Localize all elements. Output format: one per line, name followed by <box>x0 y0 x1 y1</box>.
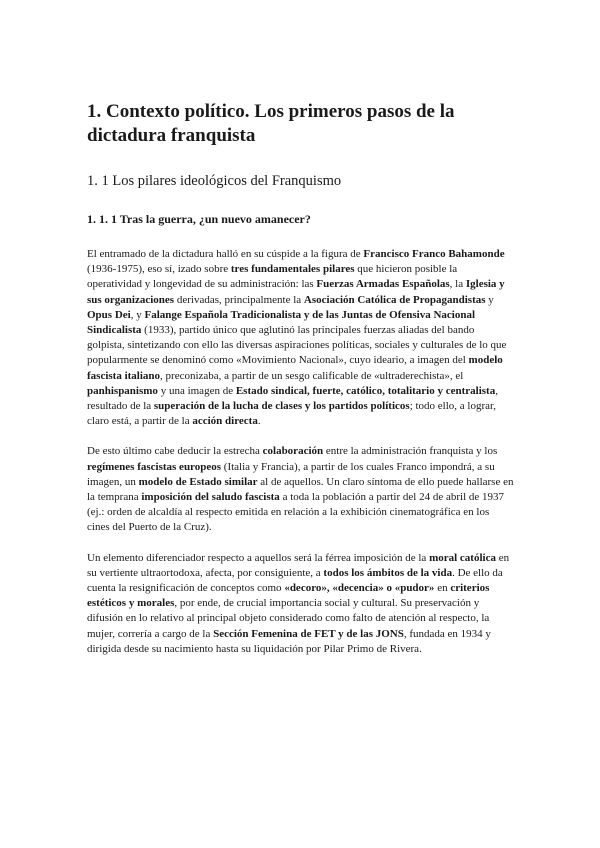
emphasis-text: Iglesia y sus organizaciones <box>87 278 505 306</box>
body-text: Un elemento diferenciador respecto a aquellos será la férrea imposición de la <box>87 551 430 564</box>
emphasis-text: Asociación Católica de Propagandistas <box>303 293 486 306</box>
body-paragraph-2 <box>87 444 514 535</box>
body-text: . <box>257 415 261 428</box>
body-text: (Italia y Francia), a partir de los cuales Franco impondrá, a su imagen, un <box>87 460 495 488</box>
body-text: , preconizaba, a partir de un sesgo calificable de «ultraderechista», el <box>160 369 464 382</box>
body-text: , y <box>130 308 145 321</box>
emphasis-text: panhispanismo <box>87 384 158 397</box>
body-text: (1936-1975), eso sí, izado sobre <box>87 263 231 276</box>
emphasis-text: moral católica <box>429 551 496 564</box>
body-text: De esto último cabe deducir la estrecha <box>87 445 263 458</box>
emphasis-text: todos los ámbitos de la vida <box>323 566 453 579</box>
emphasis-text: «decoro», «decencia» o «pudor» <box>284 582 435 595</box>
emphasis-text: modelo de Estado similar <box>138 475 258 488</box>
body-text: en <box>434 582 451 595</box>
body-text: al de aquellos. Un claro síntoma de ello puede hallarse en la temprana <box>87 475 514 504</box>
emphasis-text: criterios estéticos y morales <box>87 582 490 610</box>
body-text: ; todo ello, a lograr, claro está, a partir de la <box>87 400 497 428</box>
emphasis-text: colaboración <box>262 445 324 458</box>
emphasis-text: regímenes fascistas europeos <box>87 460 222 473</box>
body-text: en su vertiente ultraortodoxa, afecta, por consiguiente, a <box>87 551 510 579</box>
page-title: 1. Contexto político. Los primeros pasos de la dictadura franquista <box>87 101 455 146</box>
body-text: El entramado de la dictadura halló en su cúspide a la figura de <box>87 248 364 260</box>
body-paragraph-1 <box>87 247 514 429</box>
emphasis-text: Fuerzas Armadas Españolas <box>316 278 450 291</box>
subsection-heading: 1. 1. 1 Tras la guerra, ¿un nuevo amanecer? <box>87 212 311 226</box>
body-text: y <box>485 293 494 306</box>
body-text: , la <box>449 278 466 291</box>
body-text: , fundada en 1934 y dirigida desde su nacimiento hasta su liquidación por Pilar Primo de Rivera. <box>87 627 491 655</box>
emphasis-text: superación de la lucha de clases y los partidos políticos <box>153 400 410 413</box>
body-text: (1933), partido único que aglutinó las principales fuerzas aliadas del bando golpista, sintetizando con ello las diversas aspiraciones políticas, sociales y culturales de lo que popularmente se denominó como «Movimiento Nacional», cuyo ideario, a imagen del <box>87 324 507 367</box>
body-text: y una imagen de <box>157 384 236 397</box>
emphasis-text: modelo fascista italiano <box>87 354 503 382</box>
body-text: . De ello da cuenta la resignificación de conceptos como <box>87 566 503 595</box>
body-text: , resultado de la <box>87 384 498 413</box>
body-text: a toda la población a partir del 24 de abril de 1937 (ej.: orden de alcaldía al respecto emitida en relación a la exhibición cinematográfica en los cines del Puerto de la Cruz). <box>87 491 505 534</box>
emphasis-text: Falange Española Tradicionalista y de las Juntas de Ofensiva Nacional Sindicalista <box>87 308 476 337</box>
body-text: , por ende, de crucial importancia social y cultural. Su preservación y difusión en lo relativo al principal objeto considerado como falto de atención al respecto, la mujer, correría a cargo de la <box>87 597 490 640</box>
body-text: derivadas, principalmente la <box>174 293 304 306</box>
emphasis-text: acción directa <box>192 415 258 428</box>
body-paragraph-3 <box>87 551 514 657</box>
section-heading: 1. 1 Los pilares ideológicos del Franquismo <box>87 173 342 189</box>
emphasis-text: Francisco Franco Bahamonde <box>363 248 505 260</box>
body-text: entre la administración franquista y los <box>323 445 498 458</box>
emphasis-text: Sección Femenina de FET y de las JONS <box>213 627 404 640</box>
emphasis-text: tres fundamentales pilares <box>230 263 355 276</box>
emphasis-text: Opus Dei <box>87 308 131 321</box>
emphasis-text: Estado sindical, fuerte, católico, totalitario y centralista <box>235 384 496 397</box>
body-text: que hicieron posible la operatividad y longevidad de su administración: las <box>87 263 458 291</box>
emphasis-text: imposición del saludo fascista <box>141 491 280 504</box>
